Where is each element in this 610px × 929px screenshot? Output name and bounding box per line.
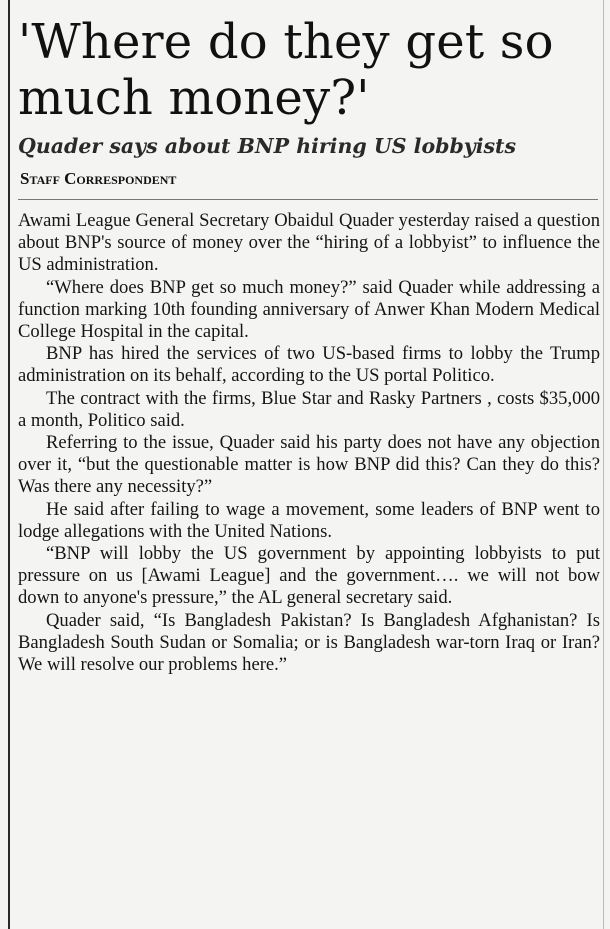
paragraph: Awami League General Secretary Obaidul Quader yesterday raised a question about BNP's source of money over the “hiring of a lobbyist” to influence the US administration. — [18, 210, 600, 276]
byline-divider — [18, 199, 598, 200]
paragraph: The contract with the firms, Blue Star and Rasky Partners , costs $35,000 a month, Politico said. — [18, 387, 600, 431]
paragraph: Quader said, “Is Bangladesh Pakistan? Is Bangladesh Afghanistan? Is Bangladesh South Sudan or Somalia; or is Bangladesh war-torn Iraq or Iran? We will resolve our problems here.” — [18, 609, 600, 676]
headline: 'Where do they get so much money?' — [18, 14, 554, 126]
subheadline: Quader says about BNP hiring US lobbyists — [18, 134, 517, 158]
article-body — [18, 210, 600, 676]
news-article — [18, 0, 603, 676]
paragraph: “Where does BNP get so much money?” said Quader while addressing a function marking 10th founding anniversary of Anwer Khan Modern Medical College Hospital in the capital. — [18, 276, 600, 343]
paragraph: “BNP will lobby the US government by appointing lobbyists to put pressure on us [Awami League] and the government…. we will not bow down to anyone's pressure,” the AL general secretary said. — [18, 543, 600, 609]
byline: Staff Correspondent — [20, 169, 177, 188]
paragraph: BNP has hired the services of two US-based firms to lobby the Trump administration on its behalf, according to the US portal Politico. — [18, 343, 600, 387]
column-rule-right — [603, 0, 604, 929]
paragraph: Referring to the issue, Quader said his party does not have any objection over it, “but the questionable matter is how BNP did this? Can they do this? Was there any necessity?” — [18, 432, 600, 498]
column-rule-left — [8, 0, 10, 929]
paragraph: He said after failing to wage a movement, some leaders of BNP went to lodge allegations with the United Nations. — [18, 498, 600, 542]
